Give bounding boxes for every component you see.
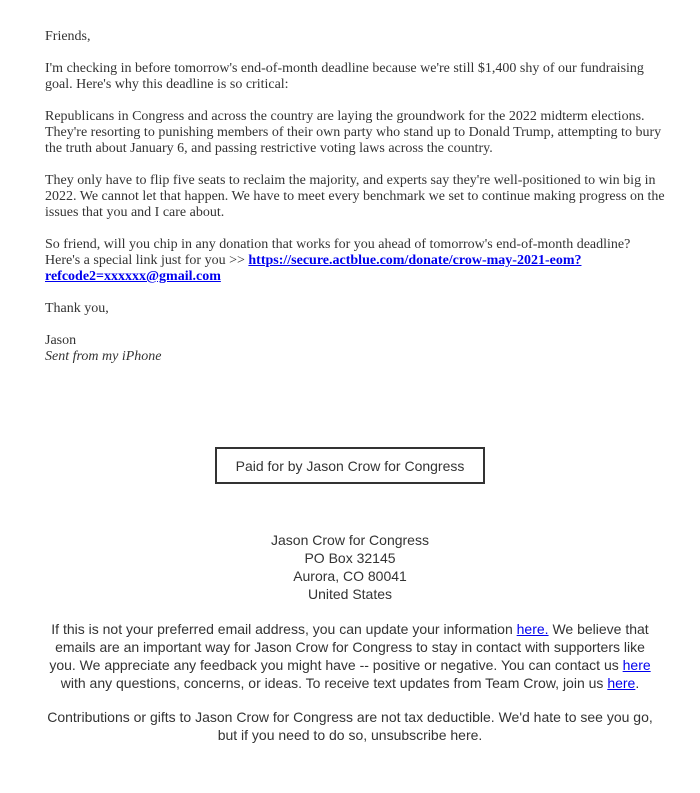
pref-text-b: We believe that emails are an important way for Jason Crow for Congress to stay in contact with supporters like you. We appreciate any feedback you might have -- positive or negative. You can contact us [49,621,649,673]
contact-us-link[interactable]: here [622,657,651,673]
contributions-notice: Contributions or gifts to Jason Crow for Congress are not tax deductible. We'd hate to see you go, but if you need to do so, unsubscribe here. [47,709,653,743]
address-line1: PO Box 32145 [304,550,396,566]
signature-sent-from: Sent from my iPhone [45,349,162,364]
update-info-link[interactable]: here. [516,621,549,637]
chip-in-text: So friend, will you chip in any donation that works for you ahead of tomorrow's end-of-month deadline? Here's a special link just for you >> [45,237,631,268]
email-body [45,29,665,381]
mailing-address [40,531,660,603]
paid-for-disclaimer: Paid for by Jason Crow for Congress [215,447,485,484]
address-line2: Aurora, CO 80041 [293,568,407,584]
preferences-paragraph [40,620,660,692]
pref-text-d: . [635,675,640,691]
paragraph-deadline: I'm checking in before tomorrow's end-of-month deadline because we're still $1,400 shy of our fundraising goal. Here's why this deadline is so critical: [45,61,644,92]
text-updates-link[interactable]: here [607,675,636,691]
address-country: United States [307,586,393,602]
paragraph-chip-in [45,237,665,285]
greeting: Friends, [45,29,91,44]
pref-text-a: If this is not your preferred email address, you can update your information [51,621,517,637]
address-org: Jason Crow for Congress [271,532,429,548]
signature [45,333,665,365]
donate-link[interactable]: https://secure.actblue.com/donate/crow-may-2021-eom?refcode2=xxxxxx@gmail.com [45,253,582,284]
paragraph-five-seats: They only have to flip five seats to reclaim the majority, and experts say they're well-positioned to win big in 2022. We cannot let that happen. We have to meet every benchmark we set to continue making progress on the issues that you and I care about. [45,173,665,220]
closing: Thank you, [45,301,109,316]
signature-name: Jason [45,333,77,348]
pref-text-c: with any questions, concerns, or ideas. To receive text updates from Team Crow, join us [60,675,608,691]
paragraph-republicans: Republicans in Congress and across the country are laying the groundwork for the 2022 midterm elections. They're resorting to punishing members of their own party who stand up to Donald Trump, attempting to bury the truth about January 6, and passing restrictive voting laws across the country. [45,109,662,156]
